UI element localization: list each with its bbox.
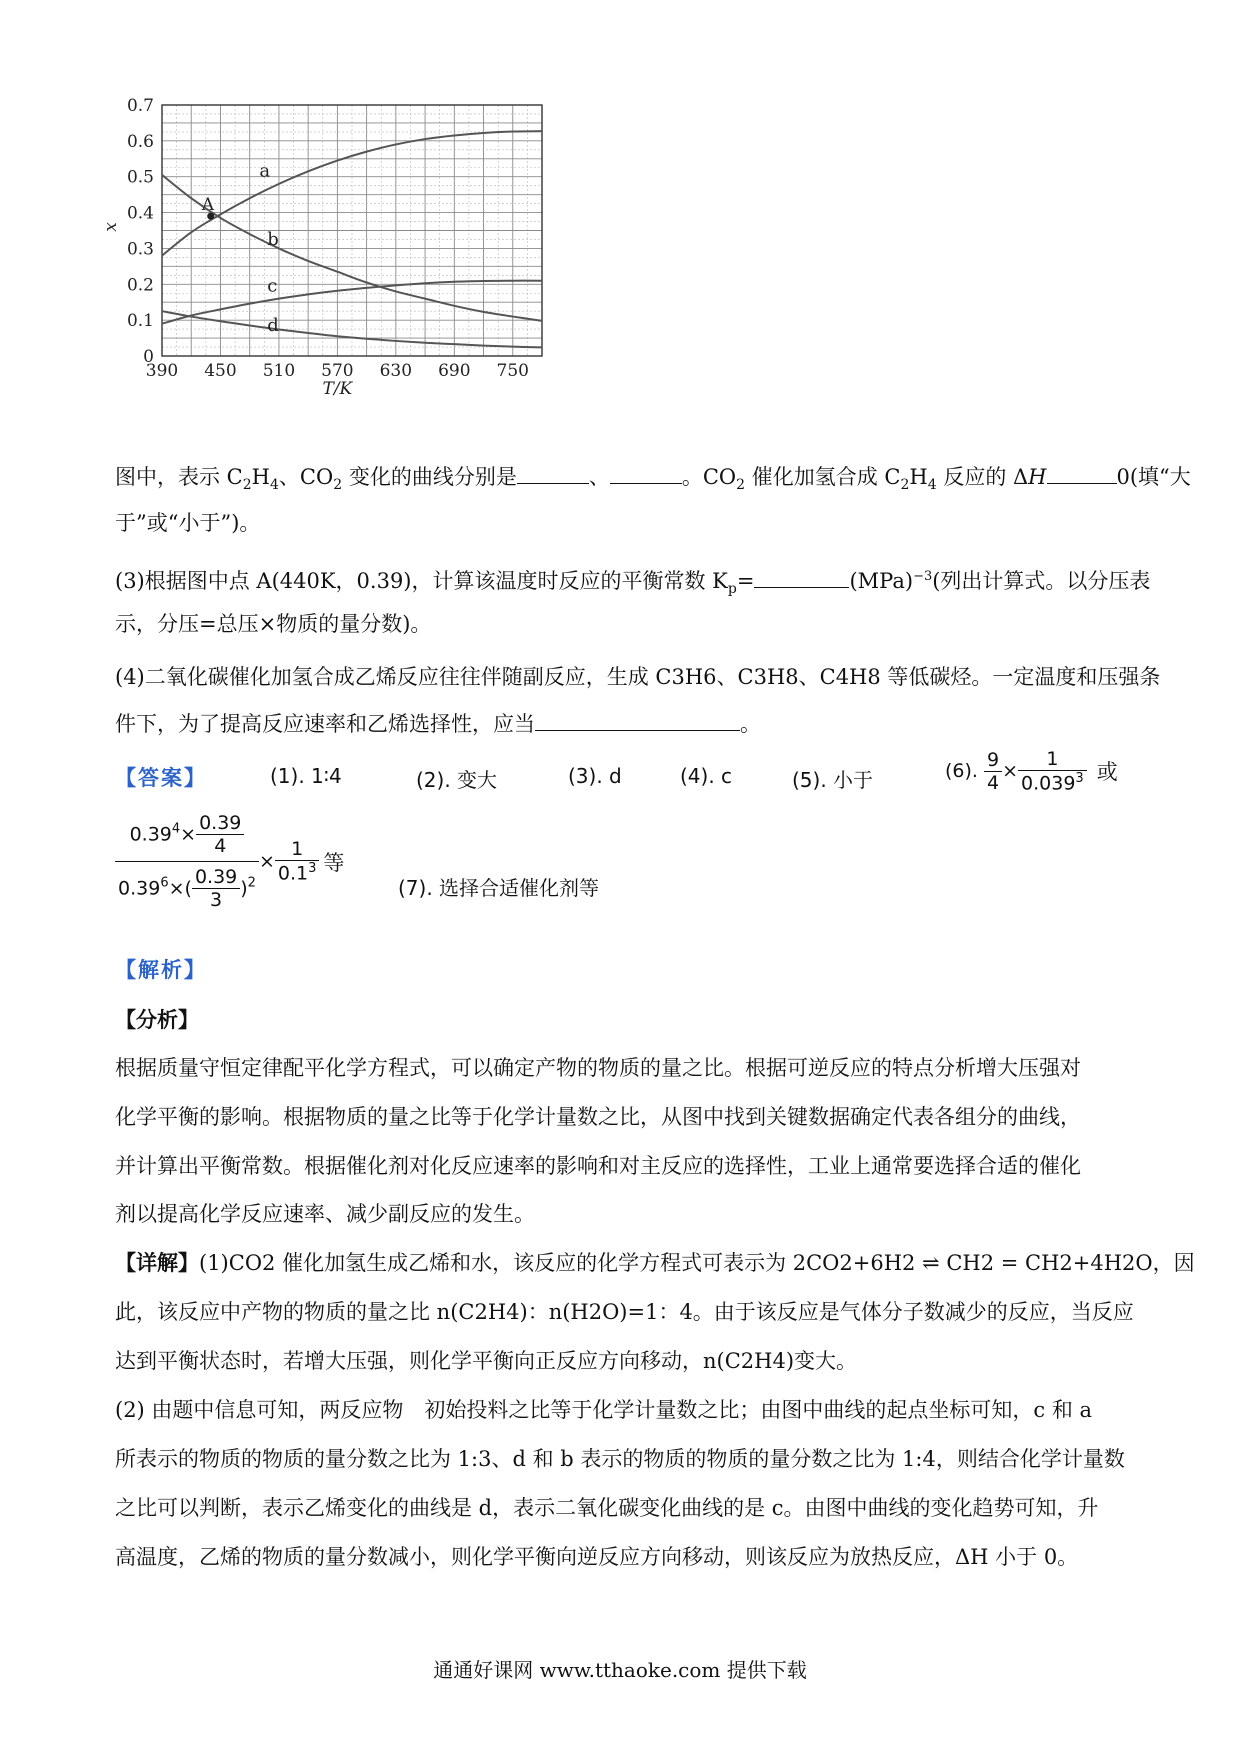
y-tick-label: 0.6 bbox=[126, 131, 154, 152]
answer-4: (4). c bbox=[680, 764, 733, 788]
x-tick-label: 690 bbox=[438, 361, 471, 381]
fenxi-label: 【分析】 bbox=[115, 1007, 199, 1032]
answer-label: 【答案】 bbox=[115, 765, 207, 790]
answer-blank bbox=[517, 463, 589, 484]
xiangjie-2-line-1: (2) 由题中信息可知，两反应物 初始投料之比等于化学计量数之比；由图中曲线的起点坐标可知，c 和 a bbox=[115, 1398, 1093, 1422]
x-tick-label: 630 bbox=[379, 361, 413, 381]
answer-5: (5). 小于 bbox=[792, 768, 874, 792]
fraction-9-4: $\frac{9}{4}$ bbox=[984, 749, 1002, 794]
x-tick-label: 390 bbox=[145, 361, 179, 381]
answer-blank bbox=[754, 567, 849, 588]
fenxi-line-3: 并计算出平衡常数。根据催化剂对化反应速率的影响和对主反应的选择性，工业上通常要选择合适的催化 bbox=[115, 1154, 1081, 1178]
question-3-line-1: (3)根据图中点 A(440K，0.39)，计算该温度时反应的平衡常数 $K_p= (MPa)^{-3}$(列出计算式。以分压表 bbox=[115, 569, 1151, 598]
fenxi-line-4: 剂以提高化学反应速率、减少副反应的发生。 bbox=[115, 1202, 535, 1226]
answer-1: (1). 1∶4 bbox=[270, 764, 342, 788]
xiangjie-2-line-3: 之比可以判断，表示乙烯变化的曲线是 d，表示二氧化碳变化曲线的是 c。由图中曲线的变化趋势可知，升 bbox=[115, 1496, 1099, 1520]
series-label-a: a bbox=[259, 160, 271, 182]
question-2-line-1: 图中，表示 $C_2H_4$、$CO_2$ 变化的曲线分别是 、 。$CO_2$ 催化加氢合成 $C_2H_4$ 反应的 ΔH 0(填“大 bbox=[115, 465, 1191, 494]
xiangjie-2-line-4: 高温度，乙烯的物质的量分数减小，则化学平衡向逆反应方向移动，则该反应为放热反应，ΔH 小于 0。 bbox=[115, 1545, 1079, 1569]
y-axis-label: x bbox=[101, 222, 121, 232]
answer-blank bbox=[1047, 463, 1117, 484]
y-tick-label: 0.5 bbox=[126, 167, 154, 188]
series-label-d: d bbox=[267, 314, 279, 336]
fenxi-line-1: 根据质量守恒定律配平化学方程式，可以确定产物的物质的量之比。根据可逆反应的特点分析增大压强对 bbox=[115, 1056, 1081, 1080]
answer-blank bbox=[535, 710, 740, 731]
y-tick-label: 0.7 bbox=[126, 96, 154, 116]
question-3-line-2: 示，分压=总压×物质的量分数)。 bbox=[115, 612, 432, 636]
chart-grid bbox=[162, 105, 542, 356]
question-4-line-2: 件下，为了提高反应速率和乙烯选择性，应当 。 bbox=[115, 712, 761, 736]
y-tick-label: 0 bbox=[143, 347, 154, 367]
answer-2: (2). 变大 bbox=[416, 768, 498, 792]
xiangjie-2-line-2: 所表示的物质的物质的量分数之比为 1:3、d 和 b 表示的物质的物质的量分数之比为 1:4，则结合化学计量数 bbox=[115, 1447, 1125, 1471]
series-label-b: b bbox=[267, 228, 279, 250]
xiangjie-1-line-1: 【详解】(1)CO2 催化加氢生成乙烯和水，该反应的化学方程式可表示为 2CO2+6H2 ⇌ CH2 = CH2+4H2O，因 bbox=[115, 1250, 1195, 1275]
answer-6-alt-expression: $0.39^4\times$ $\frac{0.39}{4}$ $0.39^6\times$( $\frac{0.39}{3}$ )$^2$ × $\frac{1}{0.1^3}$ 等 bbox=[115, 812, 344, 911]
big-fraction: $0.39^4\times$ $\frac{0.39}{4}$ $0.39^6\times$( $\frac{0.39}{3}$ )$^2$ bbox=[115, 812, 259, 911]
x-tick-label: 510 bbox=[262, 361, 296, 381]
question-2-line-2: 于”或“小于”)。 bbox=[115, 511, 261, 535]
answer-3: (3). d bbox=[568, 764, 622, 788]
xiangjie-1-line-2: 此，该反应中产物的物质的量之比 n(C2H4)：n(H2O)=1：4。由于该反应是气体分子数减少的反应，当反应 bbox=[115, 1300, 1134, 1324]
answer-blank bbox=[610, 463, 682, 484]
page-footer: 通通好课网 www.tthaoke.com 提供下载 bbox=[433, 1658, 807, 1682]
y-tick-label: 0.2 bbox=[126, 275, 154, 296]
x-tick-label: 450 bbox=[204, 361, 237, 381]
x-tick-label: 570 bbox=[321, 361, 354, 381]
answer-7: (7). 选择合适催化剂等 bbox=[398, 876, 600, 900]
fraction-1-over-0039-cubed: $\frac{1}{0.039^3}$ bbox=[1018, 748, 1087, 794]
x-axis-label: T/K bbox=[322, 379, 353, 399]
question-4-line-1: (4)二氧化碳催化加氢合成乙烯反应往往伴随副反应，生成 C3H6、C3H8、C4H8 等低碳烃。一定温度和压强条 bbox=[115, 665, 1161, 689]
point-label: A bbox=[201, 195, 214, 216]
fraction-1-over-01-cubed: $\frac{1}{0.1^3}$ bbox=[275, 838, 320, 884]
x-tick-label: 750 bbox=[496, 361, 529, 381]
xiangjie-1-line-3: 达到平衡状态时，若增大压强，则化学平衡向正反应方向移动，n(C2H4)变大。 bbox=[115, 1349, 858, 1373]
chart-labels bbox=[101, 96, 529, 399]
y-tick-label: 0.4 bbox=[126, 203, 154, 224]
series-label-c: c bbox=[267, 275, 278, 297]
y-tick-label: 0.3 bbox=[126, 239, 154, 260]
fenxi-line-2: 化学平衡的影响。根据物质的量之比等于化学计量数之比，从图中找到关键数据确定代表各组分的曲线， bbox=[115, 1105, 1081, 1129]
y-tick-label: 0.1 bbox=[126, 311, 154, 332]
mole-fraction-chart bbox=[101, 96, 570, 440]
jiexi-label: 【解析】 bbox=[115, 957, 207, 982]
answer-6: (6). $\frac{9}{4}$ × $\frac{1}{0.039^3}$ 或 bbox=[945, 748, 1118, 795]
